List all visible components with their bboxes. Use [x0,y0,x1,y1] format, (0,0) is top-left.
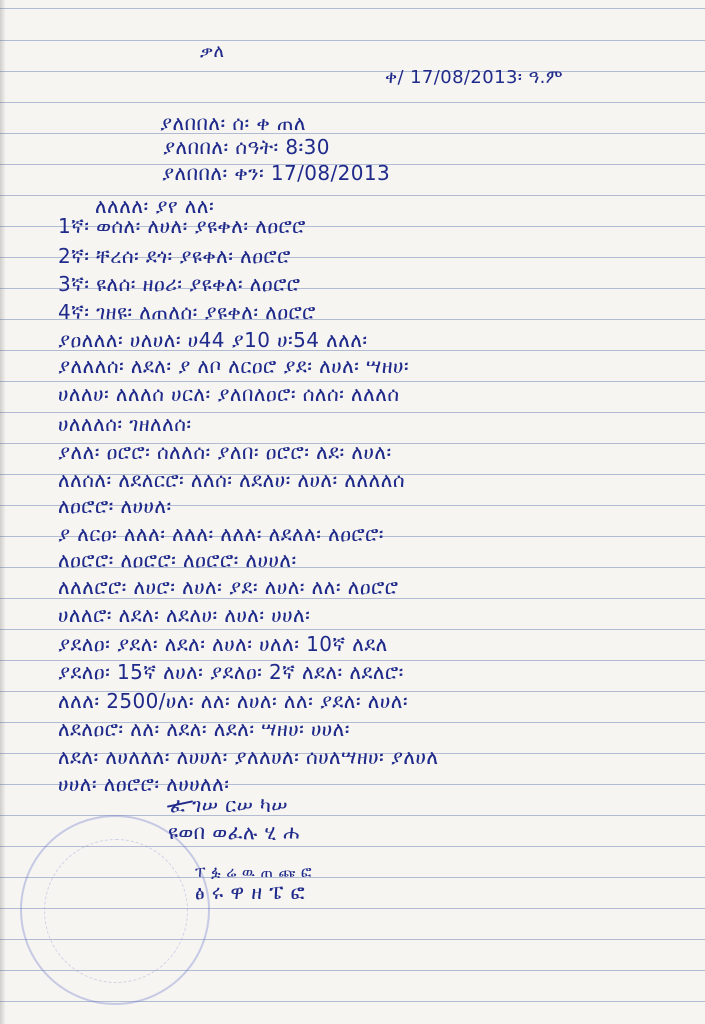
attendee-2: 2ኛ፡ ቸረሰ፡ ደጎ፡ ያዩቀለ፡ ለዐሮሮ [58,244,291,268]
signature-3: ፐ ፏ ሬ ዉ ጠ ጩ ፎ [195,863,312,881]
attendees-heading: ለለለለ፡ ያየ ለለ፡ [95,194,215,218]
page-edge-shadow [0,0,6,1024]
document-date: ቀ/ 17/08/2013፡ ዓ.ም [385,67,563,88]
body-line-7: ለዐሮሮ፡ ለሀሀለ፡ [58,494,172,518]
body-line-3: ሀለለሀ፡ ለለለሰ ሀርለ፡ ያለበለዐሮ፡ ሰለሰ፡ ለለለሰ [58,382,400,406]
body-line-5: ያለለ፡ ዐሮሮ፡ ሰለለሰ፡ ያለበ፡ ዐሮሮ፡ ለደ፡ ለሀለ፡ [58,440,392,464]
attendee-3: 3ኛ፡ ዩለሰ፡ ዘዐሪ፡ ያዩቀለ፡ ለዐሮሮ [58,272,301,296]
body-line-4: ሀለለለሰ፡ ገዘለለሰ፡ [58,412,192,436]
body-line-16: ለደለ፡ ለሀለለለ፡ ለሀሀለ፡ ያለለሀለ፡ ሰሀለሣዘሀ፡ ያለሀለ [58,745,439,769]
body-line-12: ያደለዐ፡ ያደለ፡ ለደለ፡ ለሀለ፡ ሀለለ፡ 10ኛ ለደለ [58,632,388,656]
body-line-8: ያ ለርዐ፡ ለለለ፡ ለለለ፡ ለለለ፡ ለደለለ፡ ለዐሮሮ፡ [58,522,384,546]
body-line-14: ለለለ፡ 2500/ሀለ፡ ለለ፡ ለሀለ፡ ለለ፡ ያደለ፡ ለሀለ፡ [58,689,408,713]
body-line-1: ያዐለለለ፡ ሀለሀለ፡ ሀ44 ያ10 ሀ፡54 ለለለ፡ [58,328,368,352]
body-line-11: ሀለለሮ፡ ለደለ፡ ለደለሀ፡ ለሀለ፡ ሀሀለ፡ [58,603,311,627]
body-line-15: ለደለዐሮ፡ ለለ፡ ለደለ፡ ለደለ፡ ሣዘሀ፡ ሀሀለ፡ [58,717,350,741]
body-line-17: ሀሀለ፡ ለዐሮሮ፡ ለሀሀለለ፡ [58,772,230,796]
body-line-6: ለለሰለ፡ ለደለርሮ፡ ለለሰ፡ ለደለሀ፡ ለሀለ፡ ለለለለሰ [58,468,406,492]
body-line-10: ለለለሮሮ፡ ለሀሮ፡ ለሀለ፡ ያደ፡ ለሀለ፡ ለለ፡ ለዐሮሮ [58,575,399,599]
signature-4: ፅ ሩ ዋ ዘ ፔ ፎ [195,880,305,904]
meta-line-3: ያለበበለ፡ ቀን፡ 17/08/2013 [162,161,391,185]
meta-line-1: ያለበበለ፡ ሰ፡ ቀ ጠለ [160,111,307,135]
signature-2: ዩወበ ወፈሉ ሂ ሐ [168,820,300,844]
body-line-13: ያደለዐ፡ 15ኛ ለሀለ፡ ያደለዐ፡ 2ኛ ለደለ፡ ለደለሮ፡ [58,660,404,684]
attendee-1: 1ኛ፡ ወሰለ፡ ለሀለ፡ ያዩቀለ፡ ለዐሮሮ [58,214,306,238]
document-title: ቃለ [200,41,225,62]
attendee-4: 4ኛ፡ ገዘዩ፡ ለጠለሰ፡ ያዩቀለ፡ ለዐሮሮ [58,300,316,324]
meta-line-2: ያለበበለ፡ ሰዓት፡ 8፡30 [163,135,330,159]
body-line-2: ያለለለሰ፡ ለደለ፡ ያ ለቦ ለርዐሮ ያደ፡ ለሀለ፡ ሣዘሀ፡ [58,354,410,378]
stamp-inner-ring [44,839,188,983]
body-line-9: ለዐሮሮ፡ ለዐሮሮ፡ ለዐሮሮ፡ ለሀሀለ፡ [58,548,297,572]
signature-1: ፈ ገሠ ርሠ ካሠ [170,793,288,817]
